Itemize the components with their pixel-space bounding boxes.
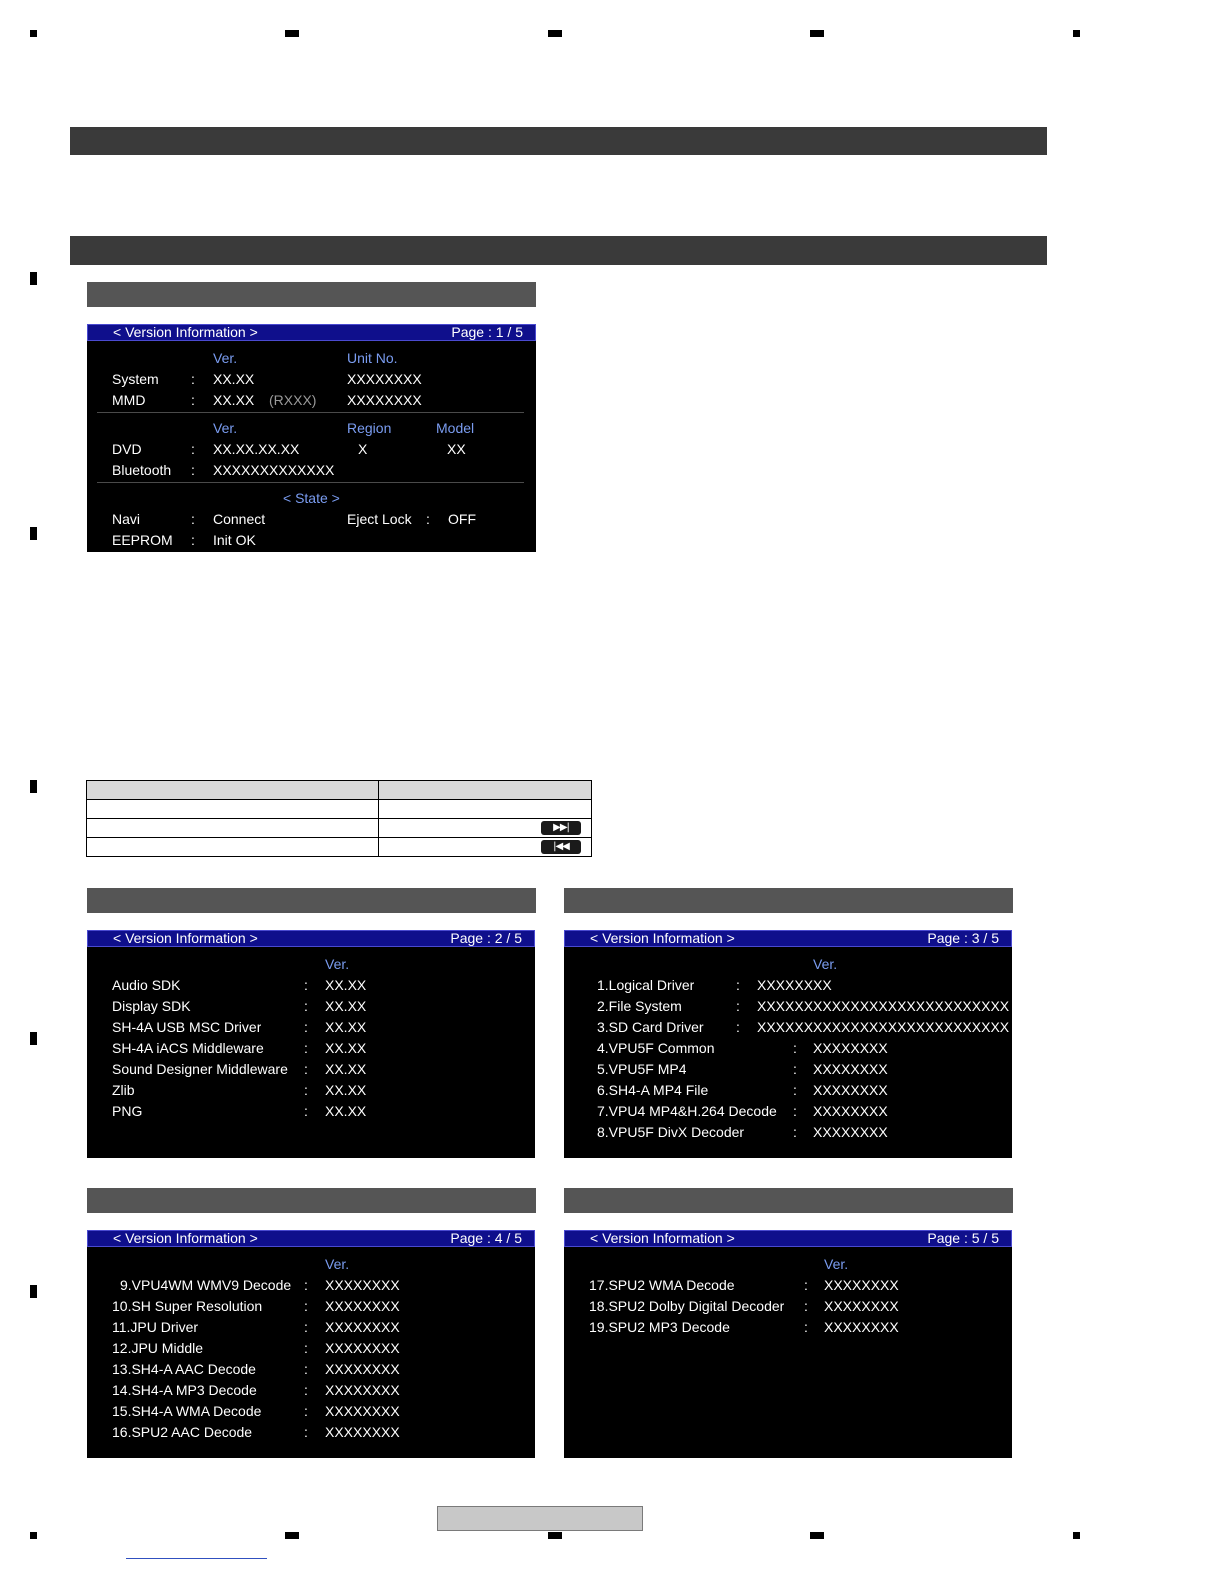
system-unit-no: XXXXXXXX	[347, 371, 422, 387]
list-item-label: PNG	[112, 1103, 143, 1119]
colon: :	[191, 371, 195, 387]
colon: :	[304, 1103, 308, 1119]
version-screen-page-5	[564, 1230, 1012, 1458]
screen-title: < Version Information >	[113, 930, 258, 946]
screen-caption-bar	[564, 1188, 1013, 1213]
list-item-version: XX.XX	[325, 1019, 367, 1035]
table-cell	[87, 819, 379, 838]
registration-mark	[810, 1532, 824, 1539]
colon: :	[736, 977, 740, 993]
colon: :	[191, 511, 195, 527]
list-item-label: 12.JPU Middle	[112, 1340, 204, 1356]
colon: :	[304, 1382, 308, 1398]
registration-mark	[548, 30, 562, 37]
colon: :	[304, 1424, 308, 1440]
screen-title: < Version Information >	[590, 930, 735, 946]
colon: :	[304, 1277, 308, 1293]
list-item-version: XX.XX	[325, 1103, 367, 1119]
section-header-bar	[70, 236, 1047, 265]
ver-header: Ver.	[824, 1256, 849, 1272]
list-item-version: XXXXXXXX	[325, 1382, 400, 1398]
unit-no-header: Unit No.	[347, 350, 398, 366]
list-item-version: XXXXXXXX	[813, 1124, 888, 1140]
table-cell	[379, 838, 592, 857]
navi-label: Navi	[112, 511, 141, 527]
list-item-version: XXXXXXXX	[325, 1361, 400, 1377]
colon: :	[304, 998, 308, 1014]
bluetooth-version: XXXXXXXXXXXXX	[213, 462, 335, 478]
state-header: < State >	[283, 490, 340, 506]
list-item-label: 9.VPU4WM WMV9 Decode	[120, 1277, 292, 1293]
next-track-icon: ▶▶|	[541, 821, 581, 835]
screen-caption-bar	[87, 1188, 536, 1213]
colon: :	[304, 1298, 308, 1314]
registration-mark	[30, 1285, 37, 1298]
eject-lock-label: Eject Lock	[347, 511, 412, 527]
page-indicator: Page : 1 / 5	[451, 324, 523, 340]
colon: :	[793, 1103, 797, 1119]
table-row	[87, 819, 592, 838]
key-operation-table	[86, 780, 592, 857]
list-item-label: 2.File System	[597, 998, 682, 1014]
system-version: XX.XX	[213, 371, 255, 387]
previous-track-icon: |◀◀	[541, 840, 581, 854]
colon: :	[793, 1061, 797, 1077]
registration-mark	[1073, 30, 1080, 37]
colon: :	[793, 1040, 797, 1056]
colon: :	[304, 1061, 308, 1077]
list-item-version: XXXXXXXX	[813, 1061, 888, 1077]
navi-value: Connect	[213, 511, 266, 527]
table-cell	[87, 781, 379, 800]
version-screen-page-3	[564, 930, 1012, 1158]
list-item-label: SH-4A iACS Middleware	[112, 1040, 264, 1056]
list-item-version: XXXXXXXX	[824, 1277, 899, 1293]
table-cell	[87, 838, 379, 857]
list-item-label: 8.VPU5F DivX Decoder	[597, 1124, 745, 1140]
table-header-row	[87, 781, 592, 800]
page-indicator: Page : 4 / 5	[450, 1230, 522, 1246]
list-item-version: XXXXXXXXXXXXXXXXXXXXXXXXXXX	[757, 998, 1010, 1014]
screen-caption-bar	[87, 888, 536, 913]
list-item-label: 18.SPU2 Dolby Digital Decoder	[589, 1298, 785, 1314]
table-row	[87, 838, 592, 857]
mmd-version: XX.XX	[213, 392, 255, 408]
screen-caption-bar	[87, 282, 536, 307]
colon: :	[304, 1040, 308, 1056]
model-header: Model	[436, 420, 475, 436]
list-item-version: XXXXXXXX	[325, 1277, 400, 1293]
list-item-version: XXXXXXXX	[757, 977, 832, 993]
colon: :	[304, 1019, 308, 1035]
list-item-version: XXXXXXXX	[813, 1082, 888, 1098]
list-item-version: XXXXXXXX	[325, 1403, 400, 1419]
colon: :	[804, 1298, 808, 1314]
colon: :	[304, 1361, 308, 1377]
list-item-version: XXXXXXXX	[813, 1040, 888, 1056]
colon: :	[804, 1277, 808, 1293]
list-item-version: XXXXXXXX	[325, 1424, 400, 1440]
bluetooth-label: Bluetooth	[112, 462, 172, 478]
list-item-label: Zlib	[112, 1082, 135, 1098]
divider	[97, 482, 524, 483]
colon: :	[793, 1124, 797, 1140]
screen-title: < Version Information >	[590, 1230, 735, 1246]
list-item-label: Audio SDK	[112, 977, 181, 993]
mmd-label: MMD	[112, 392, 146, 408]
list-item-version: XX.XX	[325, 1040, 367, 1056]
page-indicator: Page : 5 / 5	[927, 1230, 999, 1246]
registration-mark	[30, 527, 37, 540]
colon: :	[191, 441, 195, 457]
divider	[97, 412, 524, 413]
list-item-label: 4.VPU5F Common	[597, 1040, 715, 1056]
section-header-bar	[70, 127, 1047, 155]
colon: :	[736, 998, 740, 1014]
version-screen-page-4	[87, 1230, 535, 1458]
list-item-label: 15.SH4-A WMA Decode	[112, 1403, 262, 1419]
list-item-label: 16.SPU2 AAC Decode	[112, 1424, 253, 1440]
colon: :	[426, 511, 430, 527]
mmd-revision: (RXXX)	[269, 392, 317, 408]
ver-header: Ver.	[213, 420, 238, 436]
version-screen-page-2	[87, 930, 535, 1158]
list-item-version: XXXXXXXX	[325, 1340, 400, 1356]
list-item-version: XX.XX	[325, 977, 367, 993]
registration-mark	[285, 30, 299, 37]
colon: :	[304, 1319, 308, 1335]
list-item-version: XXXXXXXX	[824, 1319, 899, 1335]
colon: :	[736, 1019, 740, 1035]
list-item-label: 6.SH4-A MP4 File	[597, 1082, 709, 1098]
list-item-version: XX.XX	[325, 998, 367, 1014]
screen-caption-bar	[564, 888, 1013, 913]
system-label: System	[112, 371, 159, 387]
eeprom-label: EEPROM	[112, 532, 173, 548]
colon: :	[191, 532, 195, 548]
dvd-label: DVD	[112, 441, 142, 457]
eject-lock-value: OFF	[448, 511, 476, 527]
colon: :	[304, 1082, 308, 1098]
list-item-version: XXXXXXXXXXXXXXXXXXXXXXXXXXX	[757, 1019, 1010, 1035]
ver-header: Ver.	[325, 956, 350, 972]
colon: :	[304, 977, 308, 993]
colon: :	[793, 1082, 797, 1098]
table-cell	[87, 800, 379, 819]
list-item-label: Display SDK	[112, 998, 191, 1014]
colon: :	[304, 1340, 308, 1356]
list-item-label: 11.JPU Driver	[112, 1319, 199, 1335]
registration-mark	[548, 1532, 562, 1539]
list-item-label: 1.Logical Driver	[597, 977, 695, 993]
registration-mark	[30, 1032, 37, 1045]
version-screen-page-1	[87, 324, 536, 552]
list-item-label: 13.SH4-A AAC Decode	[112, 1361, 256, 1377]
footer-line	[126, 1558, 267, 1559]
page-indicator: Page : 2 / 5	[450, 930, 522, 946]
list-item-label: 17.SPU2 WMA Decode	[589, 1277, 735, 1293]
colon: :	[304, 1403, 308, 1419]
dvd-model: XX	[447, 441, 466, 457]
table-cell	[379, 800, 592, 819]
page-number-box	[437, 1506, 643, 1531]
list-item-label: 10.SH Super Resolution	[112, 1298, 263, 1314]
list-item-label: Sound Designer Middleware	[112, 1061, 288, 1077]
registration-mark	[810, 30, 824, 37]
region-header: Region	[347, 420, 392, 436]
colon: :	[191, 462, 195, 478]
mmd-unit-no: XXXXXXXX	[347, 392, 422, 408]
screen-header	[564, 1230, 1012, 1247]
table-row	[87, 800, 592, 819]
colon: :	[191, 392, 195, 408]
registration-mark	[30, 1532, 37, 1539]
registration-mark	[285, 1532, 299, 1539]
list-item-label: SH-4A USB MSC Driver	[112, 1019, 262, 1035]
registration-mark	[30, 272, 37, 285]
list-item-label: 19.SPU2 MP3 Decode	[589, 1319, 730, 1335]
table-cell	[379, 819, 592, 838]
screen-header	[564, 930, 1012, 947]
list-item-label: 14.SH4-A MP3 Decode	[112, 1382, 257, 1398]
registration-mark	[30, 780, 37, 793]
page-indicator: Page : 3 / 5	[927, 930, 999, 946]
list-item-version: XX.XX	[325, 1061, 367, 1077]
dvd-version: XX.XX.XX.XX	[213, 441, 300, 457]
ver-header: Ver.	[325, 1256, 350, 1272]
list-item-label: 3.SD Card Driver	[597, 1019, 704, 1035]
ver-header: Ver.	[813, 956, 838, 972]
list-item-version: XXXXXXXX	[813, 1103, 888, 1119]
list-item-version: XXXXXXXX	[325, 1298, 400, 1314]
eeprom-value: Init OK	[213, 532, 256, 548]
list-item-version: XXXXXXXX	[824, 1298, 899, 1314]
registration-mark	[30, 30, 37, 37]
screen-title: < Version Information >	[113, 324, 258, 340]
screen-title: < Version Information >	[113, 1230, 258, 1246]
table-cell	[379, 781, 592, 800]
list-item-version: XX.XX	[325, 1082, 367, 1098]
list-item-label: 7.VPU4 MP4&H.264 Decode	[597, 1103, 777, 1119]
screen-header	[87, 324, 536, 341]
dvd-region: X	[358, 441, 368, 457]
list-item-label: 5.VPU5F MP4	[597, 1061, 687, 1077]
registration-mark	[1073, 1532, 1080, 1539]
colon: :	[804, 1319, 808, 1335]
ver-header: Ver.	[213, 350, 238, 366]
screen-header	[87, 1230, 535, 1247]
list-item-version: XXXXXXXX	[325, 1319, 400, 1335]
screen-header	[87, 930, 535, 947]
